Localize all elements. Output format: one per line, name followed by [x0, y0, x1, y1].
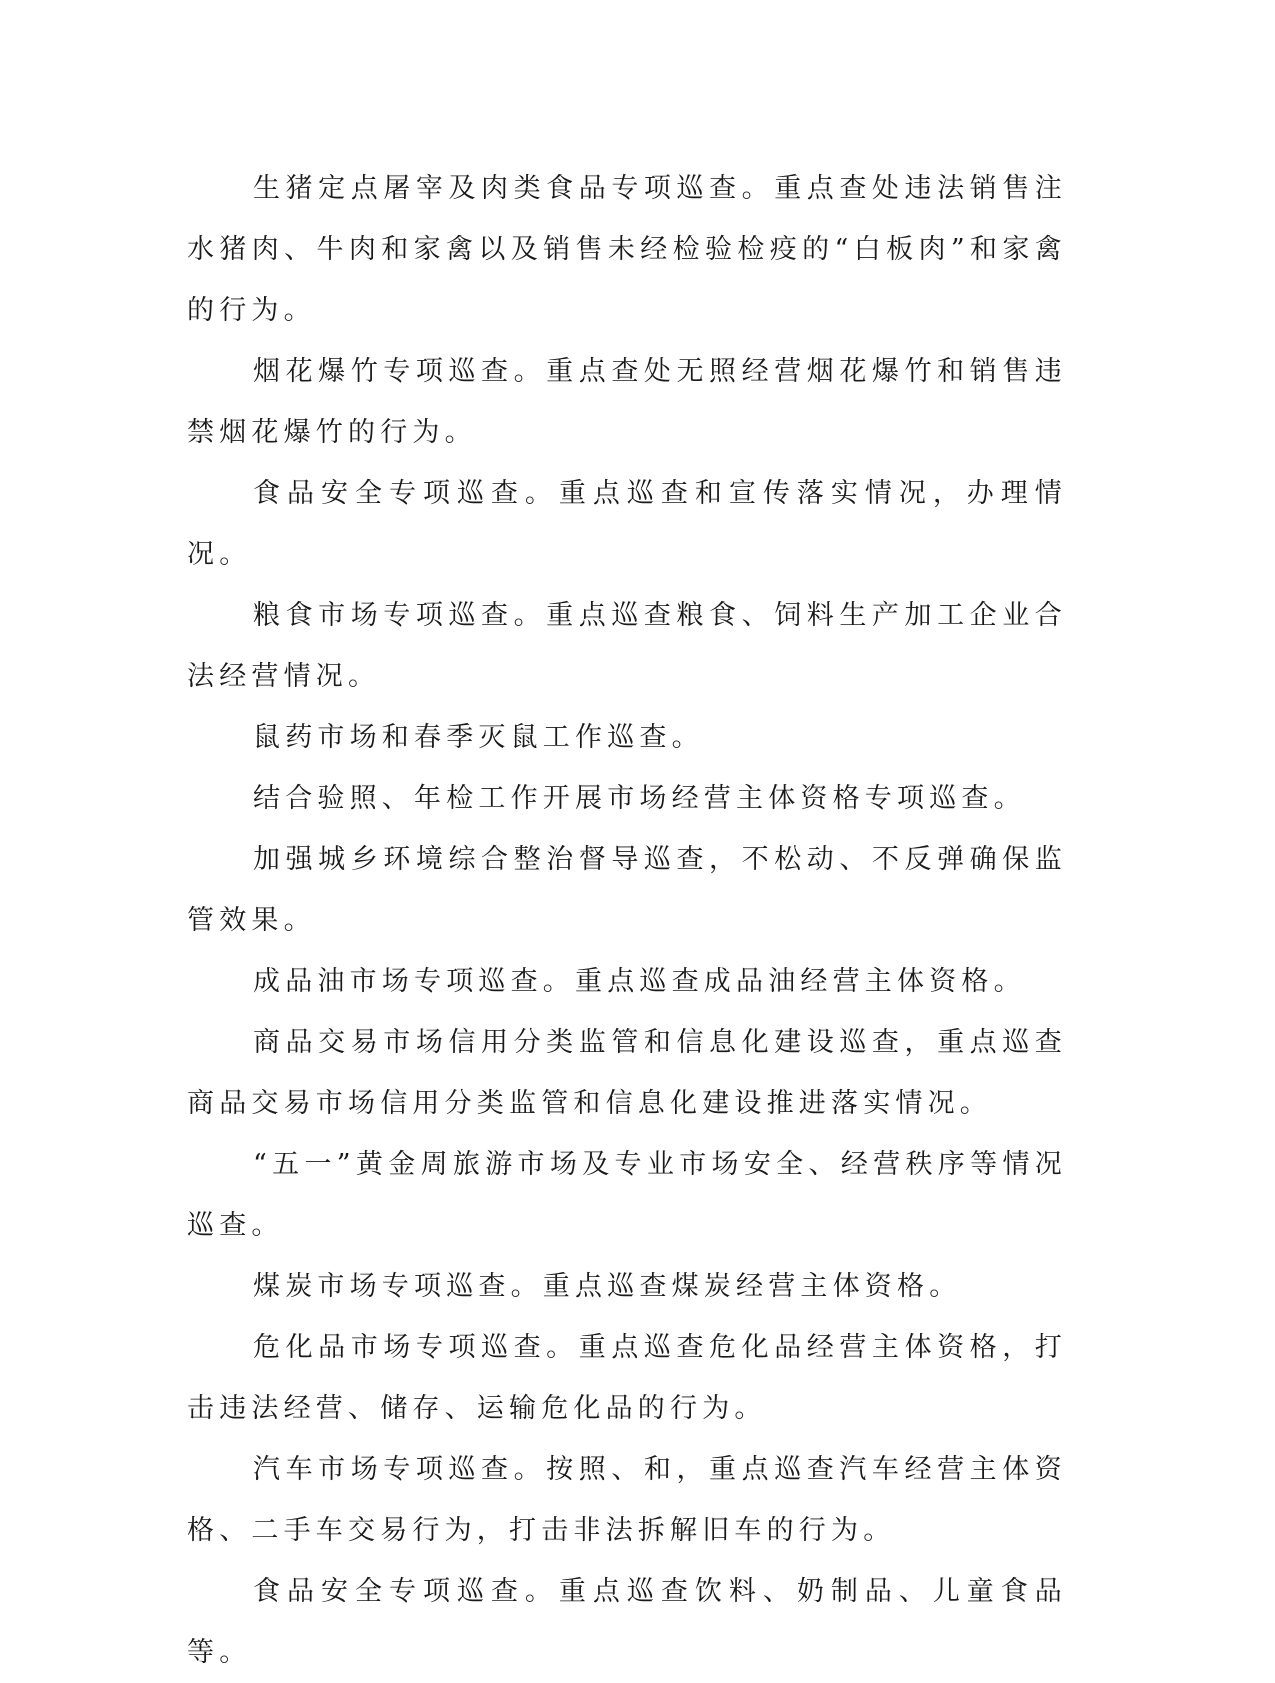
paragraph-pig-slaughter-inspection: 生猪定点屠宰及肉类食品专项巡查。重点查处违法销售注水猪肉、牛肉和家禽以及销售未经检验检疫的“白板肉”和家禽的行为。 — [187, 173, 1067, 326]
paragraph-hazardous-chemicals-inspection: 危化品市场专项巡查。重点巡查危化品经营主体资格，打击违法经营、储存、运输危化品的行为。 — [187, 1332, 1067, 1424]
paragraph-fireworks-inspection: 烟花爆竹专项巡查。重点查处无照经营烟花爆竹和销售违禁烟花爆竹的行为。 — [187, 356, 1067, 448]
paragraph-grain-market-inspection: 粮食市场专项巡查。重点巡查粮食、饲料生产加工企业合法经营情况。 — [187, 600, 1067, 692]
paragraph-food-safety-inspection: 食品安全专项巡查。重点巡查和宣传落实情况，办理情况。 — [187, 478, 1067, 570]
paragraph-credit-supervision-inspection: 商品交易市场信用分类监管和信息化建设巡查，重点巡查商品交易市场信用分类监管和信息化建设推进落实情况。 — [187, 1027, 1067, 1119]
paragraph-automobile-market-inspection: 汽车市场专项巡查。按照、和，重点巡查汽车经营主体资格、二手车交易行为，打击非法拆解旧车的行为。 — [187, 1454, 1067, 1546]
paragraph-oil-market-inspection: 成品油市场专项巡查。重点巡查成品油经营主体资格。 — [253, 966, 1026, 997]
paragraph-golden-week-inspection: “五一”黄金周旅游市场及专业市场安全、经营秩序等情况巡查。 — [187, 1149, 1067, 1241]
paragraph-food-safety-inspection-2: 食品安全专项巡查。重点巡查饮料、奶制品、儿童食品等。 — [187, 1576, 1067, 1668]
paragraph-license-inspection: 结合验照、年检工作开展市场经营主体资格专项巡查。 — [253, 783, 1026, 814]
paragraph-coal-market-inspection: 煤炭市场专项巡查。重点巡查煤炭经营主体资格。 — [253, 1271, 962, 1302]
paragraph-rodenticide-inspection: 鼠药市场和春季灭鼠工作巡查。 — [253, 722, 704, 753]
document-body — [187, 158, 1067, 1683]
paragraph-environment-inspection: 加强城乡环境综合整治督导巡查，不松动、不反弹确保监管效果。 — [187, 844, 1067, 936]
